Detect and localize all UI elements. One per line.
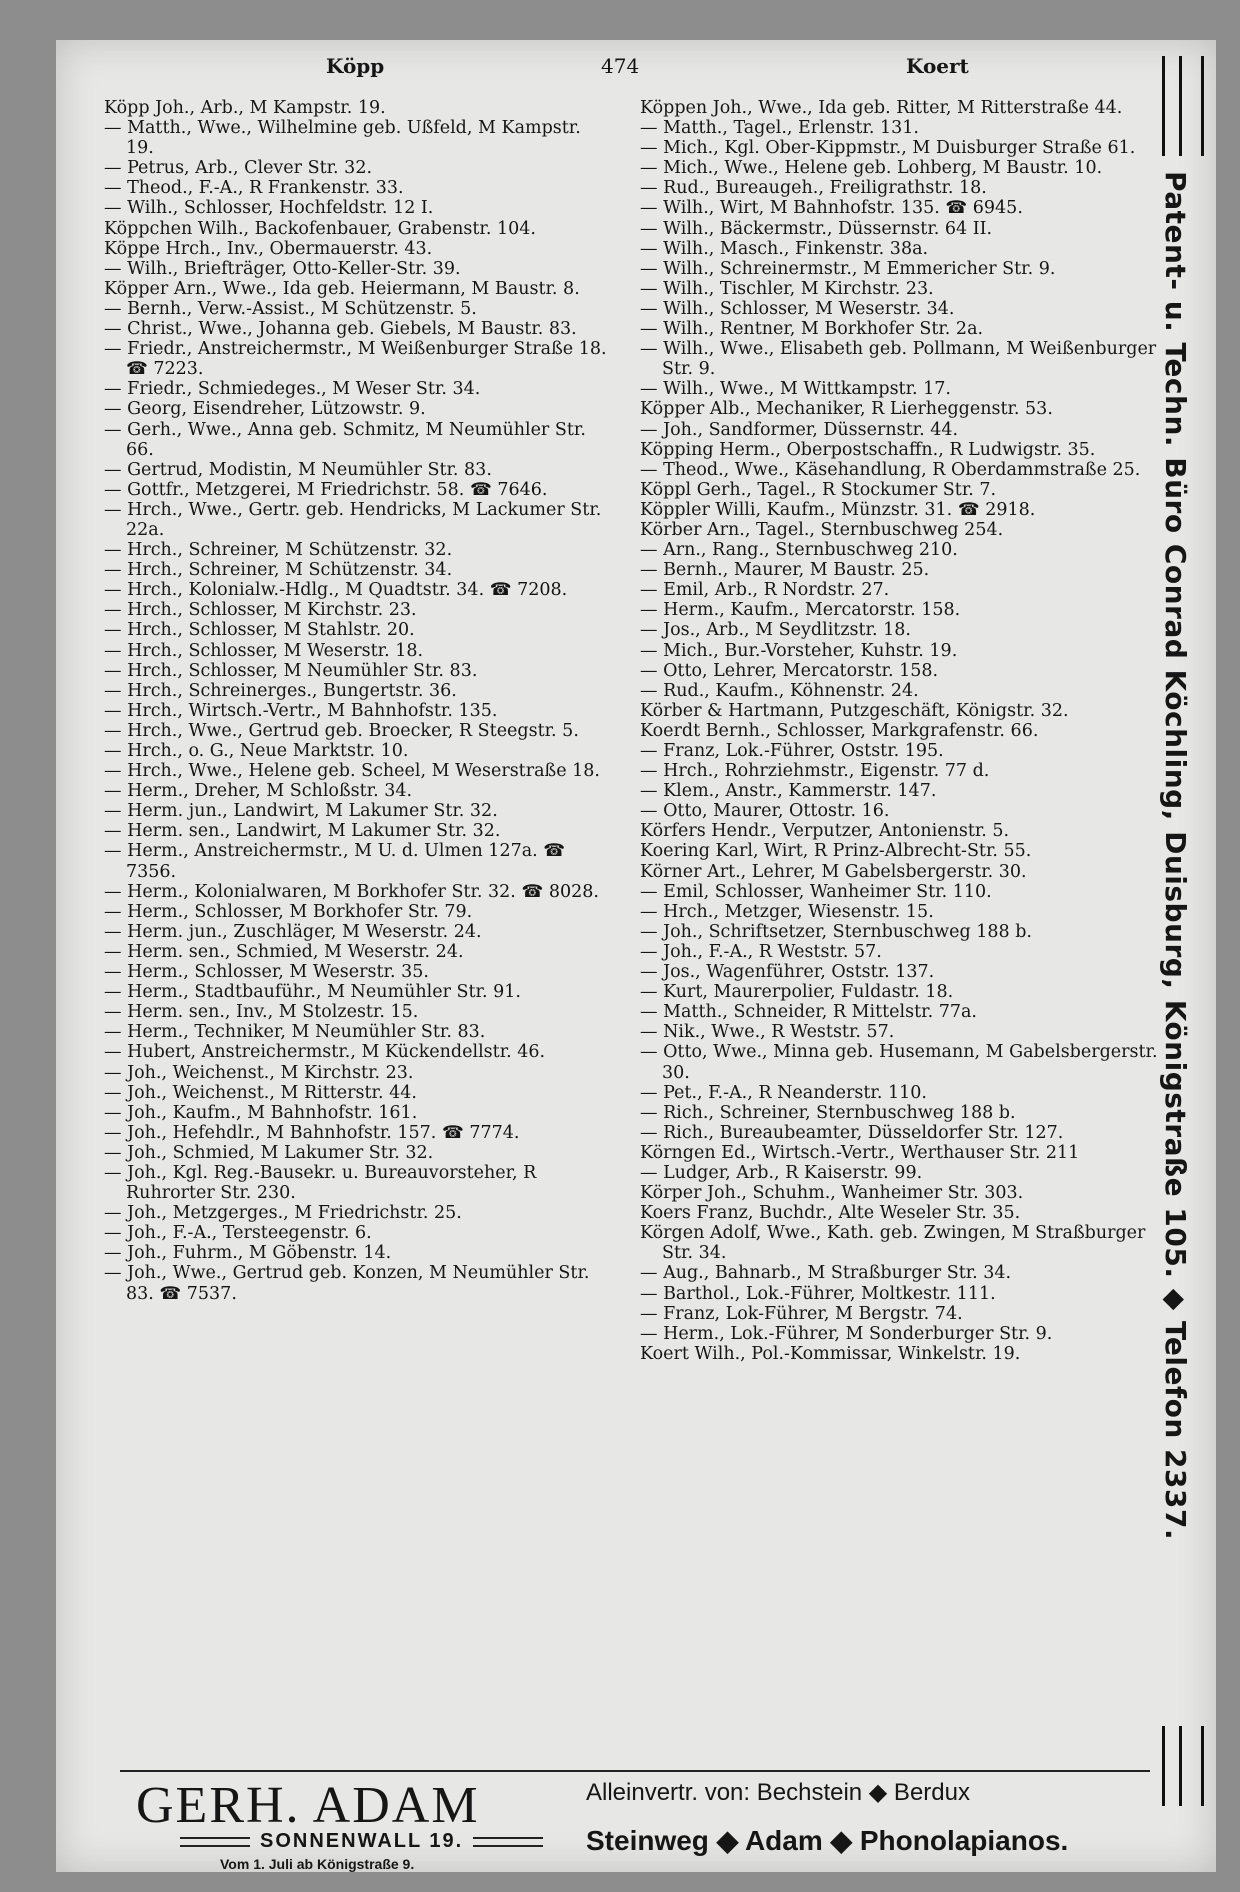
directory-entry	[104, 1243, 614, 1263]
directory-entry	[640, 279, 1160, 299]
directory-entry	[640, 681, 1160, 701]
entry-text: Koering Karl, Wirt, R Prinz-Albrecht-Str. 55.	[640, 841, 1032, 862]
directory-entry	[104, 560, 614, 580]
directory-entry	[104, 801, 614, 821]
directory-entry	[104, 379, 614, 399]
entry-text: — Herm., Stadtbauführ., M Neumühler Str. 91.	[104, 982, 521, 1003]
directory-entry	[104, 942, 614, 962]
directory-entry	[640, 1304, 1160, 1324]
directory-entry	[104, 299, 614, 319]
directory-entry	[104, 641, 614, 661]
entry-text: — Wilh., Schlosser, M Weserstr. 34.	[640, 298, 955, 319]
entry-text: — Herm., Anstreichermstr., M U. d. Ulmen 127a.	[104, 841, 538, 862]
directory-entry	[104, 239, 614, 259]
directory-entry	[104, 661, 614, 681]
entry-text: — Ludger, Arb., R Kaiserstr. 99.	[640, 1162, 923, 1183]
entry-text: Köppe Hrch., Inv., Obermauerstr. 43.	[104, 238, 433, 259]
entry-text: — Hrch., Schreinerges., Bungertstr. 36.	[104, 680, 457, 701]
entry-text: Körper Joh., Schuhm., Wanheimer Str. 303.	[640, 1183, 1024, 1204]
directory-entry	[640, 1324, 1160, 1344]
telephone-icon: ☎	[436, 1122, 470, 1143]
directory-entry	[104, 480, 614, 500]
entry-text: — Otto, Lehrer, Mercatorstr. 158.	[640, 660, 939, 681]
entry-text: — Joh., Wwe., Gertrud geb. Konzen, M Neumühler Str. 83.	[104, 1263, 590, 1304]
side-advertisement	[1150, 46, 1210, 1876]
directory-entry	[640, 299, 1160, 319]
directory-entry	[640, 982, 1160, 1002]
entry-text: — Wilh., Briefträger, Otto-Keller-Str. 39.	[104, 258, 461, 279]
directory-entry	[640, 821, 1160, 841]
telephone-icon: ☎	[153, 1283, 187, 1304]
entry-text: — Joh., Hefehdlr., M Bahnhofstr. 157.	[104, 1122, 437, 1143]
directory-entry	[640, 219, 1160, 239]
entry-text: — Joh., Metzgerges., M Friedrichstr. 25.	[104, 1203, 462, 1224]
directory-entry	[640, 239, 1160, 259]
entry-text: Köpper Alb., Mechaniker, R Lierheggenstr. 53.	[640, 399, 1053, 420]
directory-entry	[640, 620, 1160, 640]
directory-entry	[104, 399, 614, 419]
entry-text: — Herm. sen., Landwirt, M Lakumer Str. 32.	[104, 821, 501, 842]
directory-entry	[104, 701, 614, 721]
entry-text: Köpper Arn., Wwe., Ida geb. Heiermann, M Baustr. 8.	[104, 278, 580, 299]
entry-text: Körner Art., Lehrer, M Gabelsbergerstr. 30.	[640, 861, 1027, 882]
directory-entry	[640, 942, 1160, 962]
directory-entry	[640, 1203, 1160, 1223]
directory-entry	[104, 1083, 614, 1103]
directory-entry	[640, 540, 1160, 560]
entry-text: — Hrch., Wwe., Gertrud geb. Broecker, R Steegstr. 5.	[104, 720, 579, 741]
directory-entry	[104, 460, 614, 480]
directory-entry	[640, 882, 1160, 902]
telephone-number: 7356.	[126, 861, 177, 882]
entry-text: — Gertrud, Modistin, M Neumühler Str. 83.	[104, 459, 492, 480]
entry-text: Körgen Adolf, Wwe., Kath. geb. Zwingen, M Straßburger Str. 34.	[640, 1223, 1146, 1264]
directory-entry	[640, 198, 1160, 218]
entry-text: — Friedr., Anstreichermstr., M Weißenburger Straße 18.	[104, 339, 607, 360]
directory-entry	[640, 580, 1160, 600]
directory-entry	[104, 821, 614, 841]
ad-brands: Steinweg ◆ Adam ◆ Phonolapianos.	[586, 1825, 1069, 1856]
directory-entry	[640, 922, 1160, 942]
directory-entry	[640, 520, 1160, 540]
directory-entry	[640, 1042, 1160, 1082]
directory-entry	[104, 1203, 614, 1223]
telephone-icon: ☎	[939, 198, 973, 219]
directory-entry	[104, 781, 614, 801]
directory-entry	[104, 1263, 614, 1303]
directory-entry	[104, 219, 614, 239]
ad-exclusive-agent: Alleinvertr. von: Bechstein ◆ Berdux	[586, 1779, 970, 1806]
entry-text: — Wilh., Masch., Finkenstr. 38a.	[640, 238, 929, 259]
entry-text: — Hrch., Schreiner, M Schützenstr. 34.	[104, 560, 453, 581]
directory-entry	[104, 259, 614, 279]
directory-entry	[640, 1284, 1160, 1304]
entry-text: — Otto, Wwe., Minna geb. Husemann, M Gabelsbergerstr. 30.	[640, 1042, 1158, 1083]
left-column	[104, 98, 614, 1304]
entry-text: — Hrch., Schlosser, M Kirchstr. 23.	[104, 600, 417, 621]
directory-entry	[104, 600, 614, 620]
directory-entry	[640, 118, 1160, 138]
entry-text: — Herm., Kaufm., Mercatorstr. 158.	[640, 600, 961, 621]
entry-text: — Herm., Schlosser, M Borkhofer Str. 79.	[104, 901, 473, 922]
directory-entry	[640, 560, 1160, 580]
directory-entry	[640, 1143, 1160, 1163]
entry-text: — Wilh., Wwe., Elisabeth geb. Pollmann, M Weißenburger Str. 9.	[640, 339, 1157, 380]
entry-text: — Joh., F.-A., Tersteegenstr. 6.	[104, 1223, 372, 1244]
entry-text: — Otto, Maurer, Ottostr. 16.	[640, 801, 890, 822]
telephone-icon: ☎	[952, 499, 986, 520]
directory-entry	[640, 781, 1160, 801]
telephone-number: 8028.	[548, 881, 599, 902]
directory-entry	[640, 1002, 1160, 1022]
directory-entry	[640, 460, 1160, 480]
ad-address: SONNENWALL 19.	[170, 1830, 553, 1853]
entry-text: — Herm. sen., Inv., M Stolzestr. 15.	[104, 1002, 419, 1023]
entry-text: — Wilh., Schlosser, Hochfeldstr. 12 I.	[104, 198, 434, 219]
entry-text: — Pet., F.-A., R Neanderstr. 110.	[640, 1082, 927, 1103]
entry-text: — Wilh., Rentner, M Borkhofer Str. 2a.	[640, 319, 984, 340]
entry-text: — Matth., Wwe., Wilhelmine geb. Ußfeld, M Kampstr. 19.	[104, 118, 581, 159]
entry-text: — Joh., Weichenst., M Kirchstr. 23.	[104, 1062, 414, 1083]
entry-text: — Joh., Schriftsetzer, Sternbuschweg 188 b.	[640, 921, 1032, 942]
entry-text: — Joh., Kgl. Reg.-Bausekr. u. Bureauvorsteher, R Ruhrorter Str. 230.	[104, 1162, 537, 1204]
directory-entry	[104, 1002, 614, 1022]
entry-text: — Herm., Dreher, M Schloßstr. 34.	[104, 781, 413, 802]
entry-text: — Hrch., Metzger, Wiesenstr. 15.	[640, 901, 934, 922]
directory-entry	[104, 681, 614, 701]
entry-text: Köppler Willi, Kaufm., Münzstr. 31.	[640, 499, 953, 520]
directory-entry	[640, 862, 1160, 882]
ad-company-name: GERH. ADAM	[136, 1777, 480, 1834]
telephone-number: 7223.	[153, 359, 204, 380]
directory-entry	[640, 259, 1160, 279]
header-left-keyword: Köpp	[326, 54, 385, 78]
entry-text: — Hrch., Kolonialw.-Hdlg., M Quadtstr. 34.	[104, 580, 485, 601]
entry-text: — Kurt, Maurerpolier, Fuldastr. 18.	[640, 982, 954, 1003]
entry-text: — Bernh., Maurer, M Baustr. 25.	[640, 560, 930, 581]
entry-text: — Wilh., Tischler, M Kirchstr. 23.	[640, 278, 934, 299]
directory-entry	[104, 98, 614, 118]
directory-entry	[104, 882, 614, 902]
entry-text: — Emil, Arb., R Nordstr. 27.	[640, 580, 890, 601]
directory-entry	[640, 1263, 1160, 1283]
directory-entry	[640, 399, 1160, 419]
entry-text: — Joh., Sandformer, Düssernstr. 44.	[640, 419, 959, 440]
entry-text: — Joh., F.-A., R Weststr. 57.	[640, 941, 882, 962]
directory-entry	[640, 1344, 1160, 1364]
directory-entry	[640, 661, 1160, 681]
telephone-icon: ☎	[537, 841, 566, 862]
directory-entry	[640, 319, 1160, 339]
telephone-number: 7208.	[517, 580, 568, 601]
entry-text: — Joh., Schmied, M Lakumer Str. 32.	[104, 1142, 434, 1163]
directory-entry	[104, 761, 614, 781]
entry-text: — Matth., Tagel., Erlenstr. 131.	[640, 118, 919, 139]
directory-entry	[104, 902, 614, 922]
entry-text: — Arn., Rang., Sternbuschweg 210.	[640, 540, 958, 561]
telephone-number: 7774.	[469, 1122, 520, 1143]
entry-text: — Hubert, Anstreichermstr., M Kückendellstr. 46.	[104, 1042, 546, 1063]
entry-text: — Hrch., Schlosser, M Weserstr. 18.	[104, 640, 424, 661]
directory-entry	[640, 1022, 1160, 1042]
directory-entry	[640, 379, 1160, 399]
entry-text: — Barthol., Lok.-Führer, Moltkestr. 111.	[640, 1283, 996, 1304]
entry-text: Köppen Joh., Wwe., Ida geb. Ritter, M Ritterstraße 44.	[640, 98, 1123, 118]
entry-text: Koert Wilh., Pol.-Kommissar, Winkelstr. 19.	[640, 1343, 1021, 1364]
directory-entry	[104, 339, 614, 379]
entry-text: — Hrch., o. G., Neue Marktstr. 10.	[104, 741, 409, 761]
directory-entry	[640, 480, 1160, 500]
directory-entry	[640, 701, 1160, 721]
directory-entry	[640, 741, 1160, 761]
telephone-icon: ☎	[484, 580, 518, 601]
entry-text: — Gottfr., Metzgerei, M Friedrichstr. 58.	[104, 479, 465, 500]
directory-entry	[104, 1223, 614, 1243]
directory-entry	[104, 721, 614, 741]
directory-entry	[104, 741, 614, 761]
entry-text: — Matth., Schneider, R Mittelstr. 77a.	[640, 1002, 977, 1023]
entry-text: — Herm. sen., Schmied, M Weserstr. 24.	[104, 941, 464, 962]
directory-entry	[104, 1103, 614, 1123]
page-header	[96, 54, 1176, 86]
entry-text: — Franz, Lok-Führer, M Bergstr. 74.	[640, 1303, 963, 1324]
entry-text: Köpp Joh., Arb., M Kampstr. 19.	[104, 98, 386, 118]
directory-entry	[104, 198, 614, 218]
directory-entry	[104, 580, 614, 600]
entry-text: — Herm. jun., Zuschläger, M Weserstr. 24.	[104, 921, 482, 942]
directory-entry	[640, 500, 1160, 520]
sidebar-text: Patent- u. Techn. Büro Conrad Köchling, Duisburg, Königstraße 105. ◆ Telefon 2337.	[1159, 171, 1192, 1541]
entry-text: — Wilh., Bäckermstr., Düssernstr. 64 II.	[640, 218, 993, 239]
directory-entry	[640, 721, 1160, 741]
directory-entry	[104, 1163, 614, 1203]
directory-entry	[640, 98, 1160, 118]
bottom-advertisement	[120, 1770, 1150, 1870]
telephone-icon: ☎	[515, 881, 549, 902]
entry-text: — Rich., Schreiner, Sternbuschweg 188 b.	[640, 1102, 1016, 1123]
entry-text: — Theod., Wwe., Käsehandlung, R Oberdammstraße 25.	[640, 459, 1141, 480]
directory-entry	[104, 922, 614, 942]
entry-text: — Rud., Kaufm., Köhnenstr. 24.	[640, 680, 919, 701]
directory-entry	[104, 158, 614, 178]
entry-text: — Franz, Lok.-Führer, Oststr. 195.	[640, 741, 944, 761]
entry-text: Körfers Hendr., Verputzer, Antonienstr. 5.	[640, 821, 1010, 842]
telephone-icon: ☎	[126, 359, 154, 380]
directory-entry	[640, 902, 1160, 922]
entry-text: — Joh., Weichenst., M Ritterstr. 44.	[104, 1082, 417, 1103]
directory-entry	[640, 420, 1160, 440]
directory-entry	[104, 540, 614, 560]
entry-text: — Theod., F.-A., R Frankenstr. 33.	[104, 178, 404, 199]
sidebar-rule-bottom	[1162, 1726, 1204, 1806]
entry-text: — Joh., Fuhrm., M Göbenstr. 14.	[104, 1243, 392, 1264]
entry-text: Köpping Herm., Oberpostschaffn., R Ludwigstr. 35.	[640, 439, 1096, 460]
entry-text: Köppl Gerh., Tagel., R Stockumer Str. 7.	[640, 479, 997, 500]
entry-text: — Rich., Bureaubeamter, Düsseldorfer Str. 127.	[640, 1122, 1064, 1143]
entry-text: — Mich., Kgl. Ober-Kippmstr., M Duisburger Straße 61.	[640, 138, 1136, 159]
entry-text: — Wilh., Schreinermstr., M Emmericher Str. 9.	[640, 258, 1056, 279]
telephone-number: 2918.	[985, 499, 1036, 520]
directory-entry	[640, 1123, 1160, 1143]
entry-text: Körber Arn., Tagel., Sternbuschweg 254.	[640, 519, 1004, 540]
entry-text: — Hrch., Schreiner, M Schützenstr. 32.	[104, 540, 453, 561]
directory-entry	[640, 761, 1160, 781]
entry-text: — Georg, Eisendreher, Lützowstr. 9.	[104, 399, 426, 420]
entry-text: Köppchen Wilh., Backofenbauer, Grabenstr. 104.	[104, 218, 536, 239]
directory-entry	[640, 1223, 1160, 1263]
right-column	[640, 98, 1160, 1364]
entry-text: — Herm., Schlosser, M Weserstr. 35.	[104, 962, 429, 983]
page-number: 474	[601, 54, 640, 78]
directory-entry	[640, 841, 1160, 861]
entry-text: — Herm., Techniker, M Neumühler Str. 83.	[104, 1022, 486, 1043]
entry-text: — Jos., Arb., M Seydlitzstr. 18.	[640, 620, 911, 641]
directory-entry	[104, 178, 614, 198]
entry-text: Körber & Hartmann, Putzgeschäft, Königstr. 32.	[640, 700, 1069, 721]
directory-entry	[640, 1083, 1160, 1103]
ad-rule	[120, 1770, 1150, 1772]
entry-text: — Gerh., Wwe., Anna geb. Schmitz, M Neumühler Str. 66.	[104, 419, 586, 460]
telephone-number: 7646.	[497, 479, 548, 500]
entry-text: — Hrch., Wirtsch.-Vertr., M Bahnhofstr. 135.	[104, 700, 498, 721]
directory-entry	[104, 118, 614, 158]
telephone-number: 6945.	[972, 198, 1023, 219]
directory-entry	[640, 1183, 1160, 1203]
entry-text: — Hrch., Schlosser, M Neumühler Str. 83.	[104, 660, 478, 681]
entry-text: — Wilh., Wirt, M Bahnhofstr. 135.	[640, 198, 940, 219]
entry-text: — Emil, Schlosser, Wanheimer Str. 110.	[640, 881, 992, 902]
directory-entry	[640, 440, 1160, 460]
telephone-number: 7537.	[186, 1283, 237, 1304]
directory-entry	[104, 982, 614, 1002]
entry-text: — Hrch., Wwe., Gertr. geb. Hendricks, M Lackumer Str. 22a.	[104, 499, 602, 540]
directory-entry	[640, 138, 1160, 158]
entry-text: — Petrus, Arb., Clever Str. 32.	[104, 158, 373, 179]
entry-text: — Mich., Bur.-Vorsteher, Kuhstr. 19.	[640, 640, 958, 661]
telephone-icon: ☎	[464, 479, 498, 500]
entry-text: — Herm., Lok.-Führer, M Sonderburger Str. 9.	[640, 1323, 1053, 1344]
entry-text: — Hrch., Schlosser, M Stahlstr. 20.	[104, 620, 415, 641]
directory-entry	[104, 279, 614, 299]
directory-entry	[104, 1063, 614, 1083]
directory-entry	[640, 801, 1160, 821]
entry-text: — Joh., Kaufm., M Bahnhofstr. 161.	[104, 1102, 418, 1123]
directory-entry	[640, 641, 1160, 661]
directory-entry	[104, 1123, 614, 1143]
entry-text: — Herm. jun., Landwirt, M Lakumer Str. 32.	[104, 801, 498, 822]
directory-entry	[104, 1143, 614, 1163]
entry-text: — Herm., Kolonialwaren, M Borkhofer Str. 32.	[104, 881, 516, 902]
entry-text: Koerdt Bernh., Schlosser, Markgrafenstr. 66.	[640, 720, 1039, 741]
ad-note: Vom 1. Juli ab Königstraße 9.	[220, 1856, 415, 1872]
entry-text: — Hrch., Rohrziehmstr., Eigenstr. 77 d.	[640, 761, 990, 782]
entry-text: — Hrch., Wwe., Helene geb. Scheel, M Weserstraße 18.	[104, 761, 600, 782]
entry-text: — Bernh., Verw.-Assist., M Schützenstr. 5.	[104, 298, 477, 319]
directory-entry	[640, 158, 1160, 178]
entry-text: — Mich., Wwe., Helene geb. Lohberg, M Baustr. 10.	[640, 158, 1103, 179]
entry-text: — Jos., Wagenführer, Oststr. 137.	[640, 962, 935, 983]
directory-entry	[104, 962, 614, 982]
entry-text: Koers Franz, Buchdr., Alte Weseler Str. 35.	[640, 1203, 1021, 1224]
directory-entry	[104, 500, 614, 540]
entry-text: — Friedr., Schmiedeges., M Weser Str. 34.	[104, 379, 481, 400]
entry-text: — Nik., Wwe., R Weststr. 57.	[640, 1022, 895, 1043]
directory-entry	[640, 1103, 1160, 1123]
entry-text: — Rud., Bureaugeh., Freiligrathstr. 18.	[640, 178, 987, 199]
entry-text: — Aug., Bahnarb., M Straßburger Str. 34.	[640, 1263, 1012, 1284]
directory-entry	[104, 420, 614, 460]
sidebar-rule-top	[1162, 56, 1204, 156]
entry-text: — Klem., Anstr., Kammerstr. 147.	[640, 781, 937, 802]
directory-entry	[640, 1163, 1160, 1183]
directory-entry	[640, 962, 1160, 982]
directory-entry	[104, 1042, 614, 1062]
directory-entry	[640, 339, 1160, 379]
directory-entry	[104, 841, 614, 881]
entry-text: Körngen Ed., Wirtsch.-Vertr., Werthauser Str. 211	[640, 1142, 1080, 1163]
entry-text: — Wilh., Wwe., M Wittkampstr. 17.	[640, 379, 951, 400]
header-right-keyword: Koert	[906, 54, 969, 78]
entry-text: — Christ., Wwe., Johanna geb. Giebels, M Baustr. 83.	[104, 319, 577, 340]
directory-entry	[104, 1022, 614, 1042]
directory-entry	[104, 620, 614, 640]
directory-entry	[640, 600, 1160, 620]
directory-entry	[640, 178, 1160, 198]
directory-entry	[104, 319, 614, 339]
